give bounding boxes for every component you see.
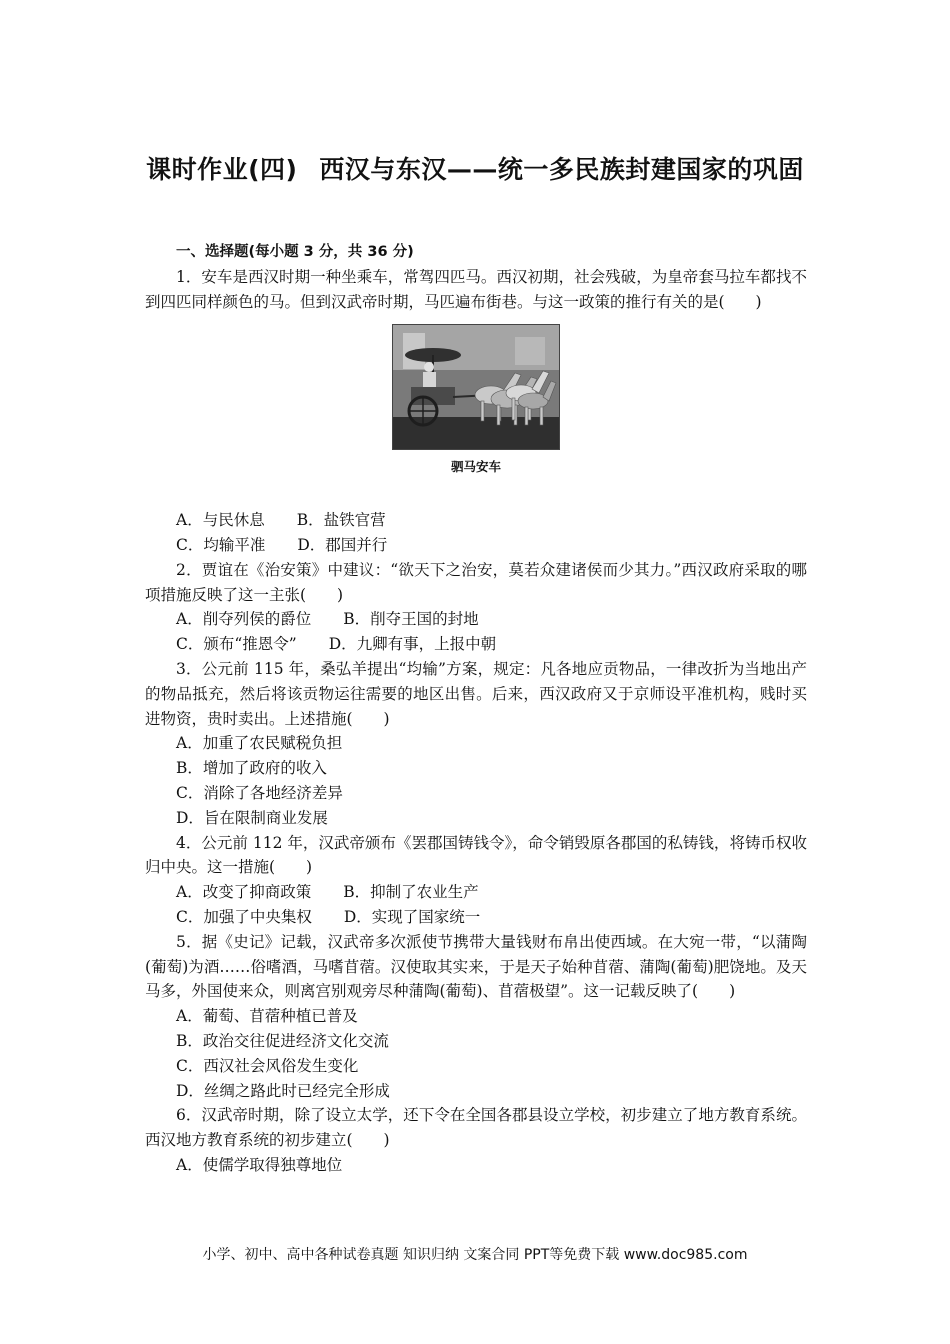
option-a: A．使儒学取得独尊地位 [176, 1155, 343, 1174]
question-4-stem: 4．公元前 112 年，汉武帝颁布《罢郡国铸钱令》，命令销毁原各郡国的私铸钱，将铸币权收归中央。这一措施( ) [145, 833, 807, 877]
title-right: 西汉与东汉——统一多民族封建国家的巩固 [319, 155, 804, 184]
question-6-stem: 6．汉武帝时期，除了设立太学，还下令在全国各郡县设立学校，初步建立了地方教育系统。西汉地方教育系统的初步建立( ) [145, 1106, 807, 1150]
option-a: A．削夺列侯的爵位 [176, 610, 312, 629]
question-2-options-row-1 [145, 607, 807, 632]
question-1-options-row-1 [145, 508, 807, 533]
question-3-stem: 3．公元前 115 年，桑弘羊提出“均输”方案，规定：凡各地应贡物品，一律改折为当地出产的物品抵充，然后将该贡物运往需要的地区出售。后来，西汉政府又于京师设平准机构，贱时买进物资，贵时卖出。上述措施( ) [145, 659, 807, 728]
option-d: D．郡国并行 [297, 535, 388, 554]
option-a: A．葡萄、苜蓿种植已普及 [176, 1007, 358, 1026]
option-c: C．均输平准 [176, 535, 266, 554]
footer-ad: 小学、初中、高中各种试卷真题 知识归纳 文案合同 PPT等免费下载 www.doc985.com [202, 1247, 748, 1263]
option-b: B．政治交往促进经济文化交流 [176, 1031, 389, 1050]
option-b: B．盐铁官营 [296, 511, 386, 530]
figure-caption: 驷马安车 [450, 459, 501, 475]
page-title [0, 150, 950, 186]
question-2-stem: 2．贾谊在《治安策》中建议：“欲天下之治安，莫若众建诸侯而少其力。”西汉政府采取的哪项措施反映了这一主张( ) [145, 560, 807, 604]
question-1-stem: 1．安车是西汉时期一种坐乘车，常驾四匹马。西汉初期，社会残破，为皇帝套马拉车都找不到四匹同样颜色的马。但到汉武帝时期，马匹遍布街巷。与这一政策的推行有关的是( ) [145, 267, 807, 311]
option-d: D．九卿有事，上报中朝 [328, 635, 497, 654]
document-body [145, 240, 807, 1178]
option-d: D．丝绸之路此时已经完全形成 [176, 1081, 390, 1100]
option-b: B．抑制了农业生产 [343, 883, 479, 902]
figure [392, 324, 560, 480]
title-left: 课时作业(四) [146, 155, 298, 184]
option-b: B．增加了政府的收入 [176, 759, 327, 778]
chariot-illustration [393, 325, 559, 449]
question-2-options-row-2 [145, 632, 807, 657]
option-d: D．旨在限制商业发展 [176, 808, 328, 827]
question-4-options-row-1 [145, 880, 807, 905]
option-a: A．加重了农民赋税负担 [176, 734, 343, 753]
section-heading: 一、选择题(每小题 3 分，共 36 分) [176, 244, 414, 260]
option-c: C．消除了各地经济差异 [176, 783, 343, 802]
chariot-photo [392, 324, 560, 450]
question-4-options-row-2 [145, 905, 807, 930]
option-a: A．与民休息 [176, 511, 265, 530]
question-5-stem: 5．据《史记》记载，汉武帝多次派使节携带大量钱财布帛出使西域。在大宛一带，“以蒲陶(葡萄)为酒……俗嗜酒，马嗜苜蓿。汉使取其实来，于是天子始种苜蓿、蒲陶(葡萄)肥饶地。及天马多，外国使来众，则离宫别观旁尽种蒲陶(葡萄)、苜蓿极望”。这一记载反映了( ) [145, 932, 807, 1001]
option-c: C．加强了中央集权 [176, 907, 312, 926]
option-c: C．西汉社会风俗发生变化 [176, 1056, 359, 1075]
option-b: B．削夺王国的封地 [343, 610, 479, 629]
option-a: A．改变了抑商政策 [176, 883, 312, 902]
option-c: C．颁布“推恩令” [176, 635, 297, 654]
option-d: D．实现了国家统一 [343, 907, 481, 926]
question-1-options-row-2 [145, 533, 807, 558]
